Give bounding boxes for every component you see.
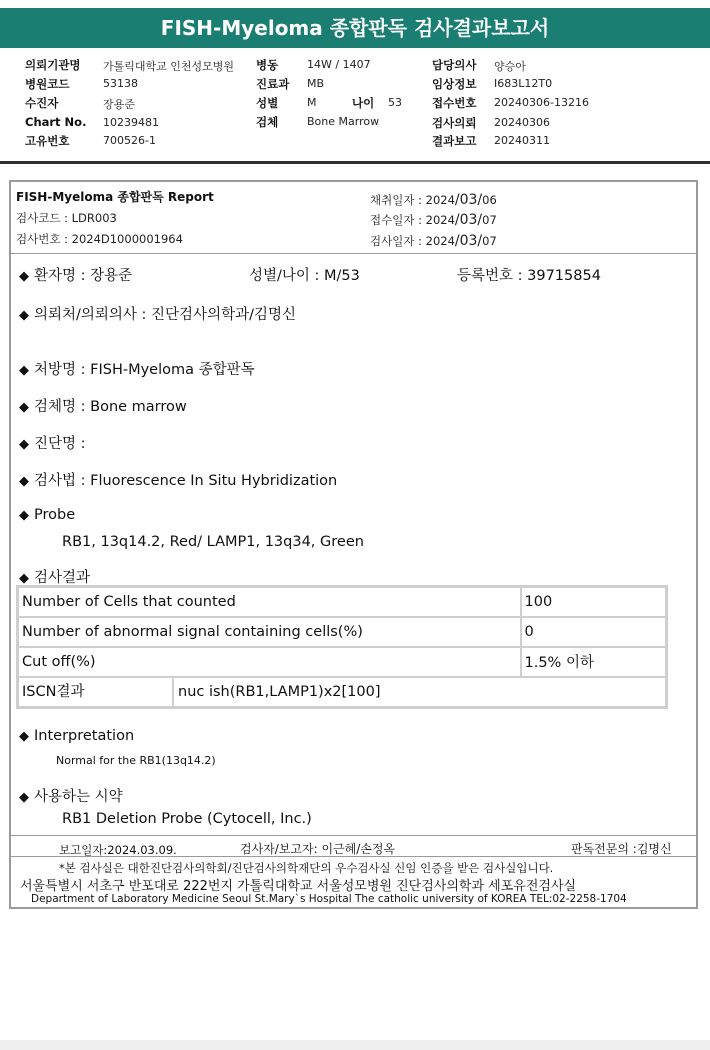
hospital-code-value: 53138 — [103, 77, 138, 90]
dept-value: MB — [307, 77, 325, 90]
bottom-band — [0, 1040, 710, 1050]
patient-label: 수진자 — [25, 96, 59, 110]
certification-note: *본 검사실은 대한진단검사의학회/진단검사의학재단의 우수검사실 신임 인증을 받은 검사실입니다. — [59, 861, 554, 875]
age-value: 53 — [388, 96, 402, 109]
exam-date: 검사일자 : 2024/03/07 — [370, 233, 497, 249]
ward-label: 병동 — [256, 58, 279, 72]
sex-age-line: 성별/나이 : M/53 — [249, 268, 360, 284]
address: 서울특별시 서초구 반포대로 222번지 가톨릭대학교 서울성모병원 진단검사의학과 세포유전검사실 — [20, 879, 577, 894]
diagnosis-line: ◆ 진단명 : — [19, 436, 86, 452]
report-box — [9, 180, 698, 909]
receive-date: 접수일자 : 2024/03/07 — [370, 212, 497, 228]
probe-detail: RB1, 13q14.2, Red/ LAMP1, 13q34, Green — [62, 534, 364, 550]
result-label: Number of abnormal signal containing cells(%) — [18, 617, 521, 647]
request-label: 검사의뢰 — [432, 116, 477, 130]
diamond-bullet-icon: ◆ — [19, 269, 29, 284]
sex-label: 성별 — [256, 96, 279, 110]
iscn-value: nuc ish(RB1,LAMP1)x2[100] — [178, 683, 381, 700]
report-top — [11, 182, 696, 254]
ward-value: 14W / 1407 — [307, 58, 371, 71]
result-value: 100 — [521, 587, 667, 617]
diamond-bullet-icon: ◆ — [19, 400, 29, 415]
receipt-label: 접수번호 — [432, 96, 477, 110]
patient-value: 장용준 — [103, 98, 135, 111]
diamond-bullet-icon: ◆ — [19, 729, 29, 744]
clinical-value: I683L12T0 — [494, 77, 553, 90]
diamond-bullet-icon: ◆ — [19, 308, 29, 323]
test-number: 검사번호 : 2024D1000001964 — [16, 232, 183, 246]
footer-divider — [11, 856, 696, 857]
specialist: 판독전문의 :김명신 — [571, 842, 672, 856]
probe-title: ◆ Probe — [19, 507, 76, 523]
reagent-detail: RB1 Deletion Probe (Cytocell, Inc.) — [62, 811, 312, 827]
test-code: 검사코드 : LDR003 — [16, 211, 117, 225]
age-label: 나이 — [352, 96, 375, 110]
page-title: FISH-Myeloma 종합판독 검사결과보고서 — [0, 8, 710, 48]
result-label: Number of Cells that counted — [18, 587, 521, 617]
prescription-line: ◆ 처방명 : FISH-Myeloma 종합판독 — [19, 362, 255, 378]
result-value: 1.5% 이하 — [521, 647, 667, 677]
sex-value: M — [307, 96, 317, 109]
receipt-value: 20240306-13216 — [494, 96, 589, 109]
report-value: 20240311 — [494, 134, 550, 147]
diamond-bullet-icon: ◆ — [19, 571, 29, 586]
iscn-label: ISCN결과 — [19, 678, 174, 706]
doctor-value: 양승아 — [494, 60, 526, 73]
specimen-line: ◆ 검체명 : Bone marrow — [19, 399, 187, 415]
reagent-title: ◆ 사용하는 시약 — [19, 789, 123, 805]
unique-value: 700526-1 — [103, 134, 156, 147]
specimen-label: 검체 — [256, 115, 279, 129]
diamond-bullet-icon: ◆ — [19, 508, 29, 523]
patient-name-line: ◆ 환자명 : 장용준 — [19, 268, 133, 284]
unique-label: 고유번호 — [25, 134, 70, 148]
method-line: ◆ 검사법 : Fluorescence In Situ Hybridization — [19, 473, 338, 489]
hospital-code-label: 병원코드 — [25, 77, 70, 91]
report-label: 결과보고 — [432, 134, 477, 148]
clinical-label: 임상정보 — [432, 77, 477, 91]
institution-value: 가톨릭대학교 인천성모병원 — [103, 60, 235, 73]
report-title: FISH-Myeloma 종합판독 Report — [16, 190, 214, 204]
footer-divider — [11, 835, 696, 836]
diamond-bullet-icon: ◆ — [19, 474, 29, 489]
report-date: 보고일자:2024.03.09. — [59, 843, 177, 857]
chart-label: Chart No. — [25, 115, 87, 129]
institution-label: 의뢰기관명 — [25, 58, 81, 72]
collect-date: 채취일자 : 2024/03/06 — [370, 192, 497, 208]
examiner: 검사자/보고자: 이근혜/손정옥 — [240, 842, 396, 856]
table-row — [18, 647, 667, 677]
chart-value: 10239481 — [103, 116, 159, 129]
diamond-bullet-icon: ◆ — [19, 363, 29, 378]
interpretation-title: ◆ Interpretation — [19, 728, 135, 744]
request-value: 20240306 — [494, 116, 550, 129]
specimen-value: Bone Marrow — [307, 115, 380, 128]
diamond-bullet-icon: ◆ — [19, 437, 29, 452]
result-table — [16, 585, 668, 709]
diamond-bullet-icon: ◆ — [19, 790, 29, 805]
table-row — [18, 617, 667, 647]
result-value: 0 — [521, 617, 667, 647]
doctor-label: 담당의사 — [432, 58, 477, 72]
reg-no-line: 등록번호 : 39715854 — [457, 268, 601, 284]
result-label: Cut off(%) — [18, 647, 521, 677]
dept-label: 진료과 — [256, 77, 290, 91]
result-title: ◆ 검사결과 — [19, 570, 91, 586]
table-row — [18, 677, 667, 708]
table-row — [18, 587, 667, 617]
interpretation-detail: Normal for the RB1(13q14.2) — [56, 754, 216, 767]
iscn-row — [18, 677, 667, 708]
patient-header — [0, 52, 710, 164]
referrer-line: ◆ 의뢰처/의뢰의사 : 진단검사의학과/김명신 — [19, 307, 296, 323]
department-english: Department of Laboratory Medicine Seoul St.Mary`s Hospital The catholic university of KOREA TEL:02-2258-1704 — [31, 893, 627, 905]
